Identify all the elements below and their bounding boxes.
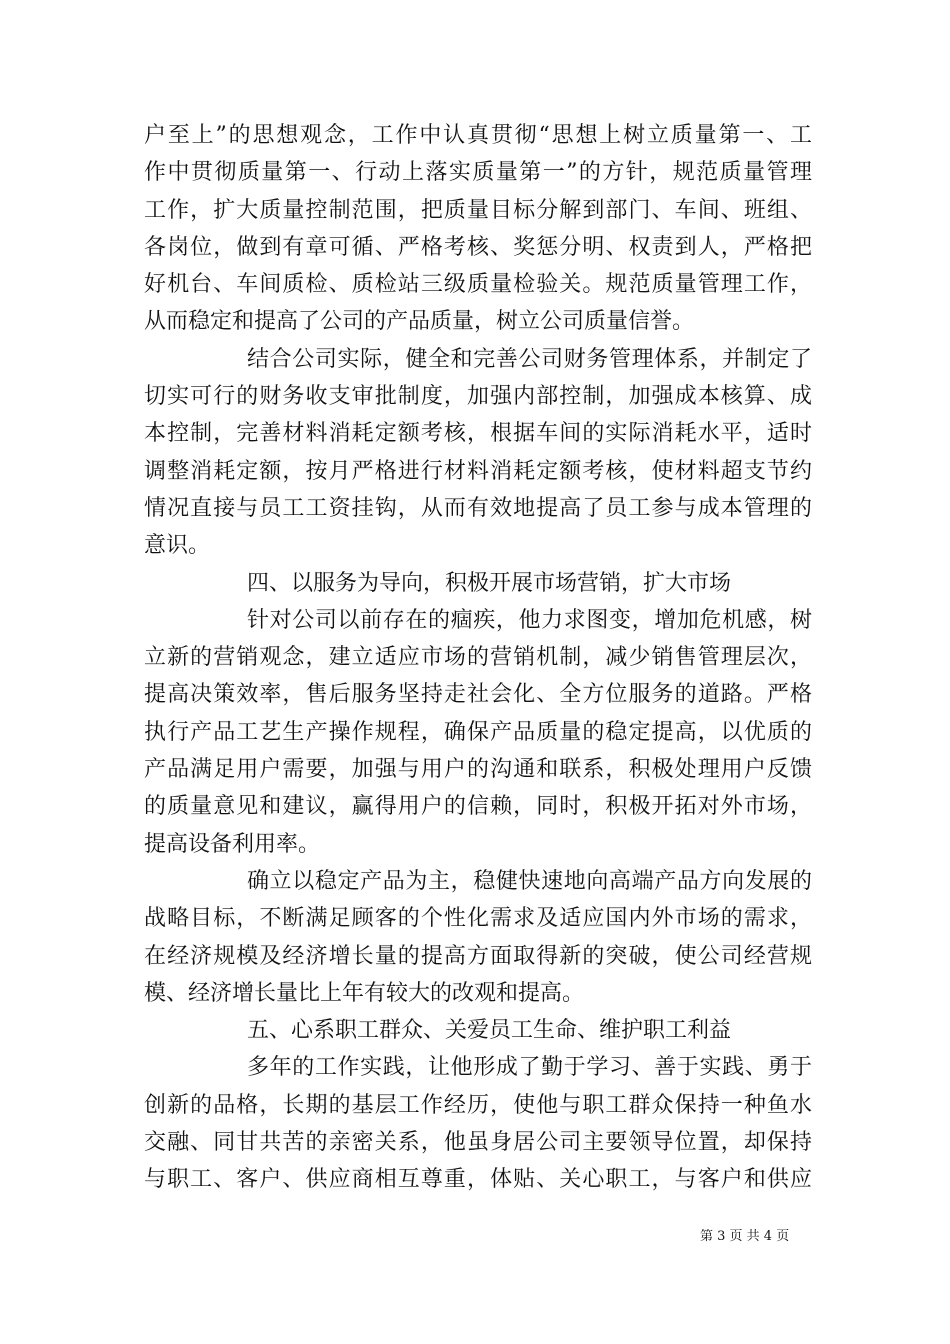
text-line: 从而稳定和提高了公司的产品质量，树立公司质量信誉。 <box>144 309 695 335</box>
text-line: 执行产品工艺生产操作规程，确保产品质量的稳定提高，以优质的 <box>144 719 812 745</box>
text-line: 模、经济增长量比上年有较大的改观和提高。 <box>144 980 585 1006</box>
text-line: 创新的品格，长期的基层工作经历，使他与职工群众保持一种鱼水 <box>144 1092 812 1118</box>
text-line: 提高决策效率，售后服务坚持走社会化、全方位服务的道路。严格 <box>144 682 812 708</box>
text-line: 与职工、客户、供应商相互尊重，体贴、关心职工，与客户和供应 <box>144 1167 812 1193</box>
text-line: 各岗位，做到有章可循、严格考核、奖惩分明、权责到人，严格把 <box>144 234 812 260</box>
paragraph-start-line: 针对公司以前存在的痼疾，他力求图变，增加危机感，树 <box>247 607 812 633</box>
page-number-footer: 第 3 页 共 4 页 <box>700 1229 790 1244</box>
text-line: 作中贯彻质量第一、行动上落实质量第一”的方针，规范质量管理 <box>144 160 812 186</box>
paragraph-start-line: 多年的工作实践，让他形成了勤于学习、善于实践、勇于 <box>247 1055 812 1081</box>
text-line: 切实可行的财务收支审批制度，加强内部控制，加强成本核算、成 <box>144 384 812 410</box>
text-line: 的质量意见和建议，赢得用户的信赖，同时，积极开拓对外市场， <box>144 794 812 820</box>
text-line: 立新的营销观念，建立适应市场的营销机制，减少销售管理层次， <box>144 645 812 671</box>
text-line: 意识。 <box>144 533 211 559</box>
text-line: 好机台、车间质检、质检站三级质量检验关。规范质量管理工作， <box>144 272 812 298</box>
text-line: 提高设备利用率。 <box>144 831 321 857</box>
text-line: 交融、同甘共苦的亲密关系，他虽身居公司主要领导位置，却保持 <box>144 1130 812 1156</box>
document-body <box>144 117 812 1199</box>
section-heading: 四、以服务为导向，积极开展市场营销，扩大市场 <box>247 570 732 596</box>
text-line: 工作，扩大质量控制范围，把质量目标分解到部门、车间、班组、 <box>144 197 812 223</box>
paragraph-start-line: 结合公司实际，健全和完善公司财务管理体系，并制定了 <box>247 346 812 372</box>
text-line: 产品满足用户需要，加强与用户的沟通和联系，积极处理用户反馈 <box>144 757 812 783</box>
section-heading: 五、心系职工群众、关爱员工生命、维护职工利益 <box>247 1018 732 1044</box>
text-line: 在经济规模及经济增长量的提高方面取得新的突破，使公司经营规 <box>144 943 812 969</box>
text-line: 本控制，完善材料消耗定额考核，根据车间的实际消耗水平，适时 <box>144 421 812 447</box>
paragraph-start-line: 确立以稳定产品为主，稳健快速地向高端产品方向发展的 <box>247 868 812 894</box>
text-line: 战略目标，不断满足顾客的个性化需求及适应国内外市场的需求， <box>144 906 812 932</box>
text-line: 情况直接与员工工资挂钩，从而有效地提高了员工参与成本管理的 <box>144 495 812 521</box>
text-line: 户至上”的思想观念，工作中认真贯彻“思想上树立质量第一、工 <box>144 123 812 148</box>
text-line: 调整消耗定额，按月严格进行材料消耗定额考核，使材料超支节约 <box>144 458 812 484</box>
